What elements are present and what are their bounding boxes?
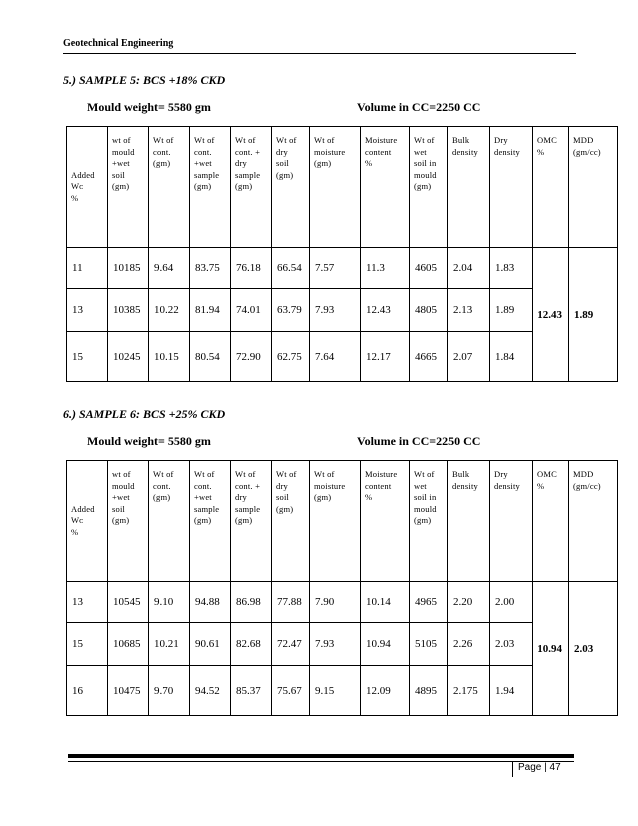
cell: 82.68: [231, 623, 272, 666]
mdd-value: 2.03: [569, 582, 618, 716]
cell: 2.04: [448, 248, 490, 289]
col-wt-mould: wt of mould +wet soil (gm): [108, 461, 149, 582]
cell: 66.54: [272, 248, 310, 289]
cell: 15: [67, 332, 108, 382]
col-wt-dry-soil: Wt of dry soil (gm): [272, 127, 310, 248]
cell: 12.43: [361, 289, 410, 332]
col-wt-dry-soil: Wt of dry soil (gm): [272, 461, 310, 582]
col-added-wc: Added Wᴄ %: [67, 461, 108, 582]
footer-rule-thick: [68, 754, 574, 758]
sample-6-volume: Volume in CC=2250 CC: [357, 434, 481, 448]
cell: 7.93: [310, 289, 361, 332]
table-header-row: [67, 461, 618, 582]
page-number: Page | 47: [518, 762, 561, 773]
cell: 81.94: [190, 289, 231, 332]
col-wt-cont: Wt of cont. (gm): [149, 461, 190, 582]
cell: 7.93: [310, 623, 361, 666]
col-wt-wet-soil: Wt of wet soil in mould (gm): [410, 461, 448, 582]
col-wt-cont-wet: Wt of cont. +wet sample (gm): [190, 461, 231, 582]
cell: 10245: [108, 332, 149, 382]
col-mdd: MDD (gm/cc): [569, 461, 618, 582]
cell: 74.01: [231, 289, 272, 332]
sample-5-volume: Volume in CC=2250 CC: [357, 100, 481, 114]
table-row: [67, 582, 618, 623]
document-header: Geotechnical Engineering: [63, 38, 174, 49]
col-wt-cont-wet: Wt of cont. +wet sample (gm): [190, 127, 231, 248]
cell: 4965: [410, 582, 448, 623]
cell: 16: [67, 666, 108, 716]
cell: 4665: [410, 332, 448, 382]
cell: 72.47: [272, 623, 310, 666]
cell: 10.14: [361, 582, 410, 623]
col-moisture-content: Moisture content %: [361, 127, 410, 248]
sample-6-table: [66, 460, 618, 716]
cell: 10475: [108, 666, 149, 716]
cell: 9.64: [149, 248, 190, 289]
cell: 76.18: [231, 248, 272, 289]
cell: 1.84: [490, 332, 533, 382]
footer-divider: [512, 761, 513, 777]
col-wt-moisture: Wt of moisture (gm): [310, 127, 361, 248]
cell: 10545: [108, 582, 149, 623]
cell: 2.26: [448, 623, 490, 666]
sample-5-title: 5.) SAMPLE 5: BCS +18% CKD: [63, 73, 226, 87]
cell: 1.94: [490, 666, 533, 716]
cell: 12.09: [361, 666, 410, 716]
table-row: [67, 248, 618, 289]
cell: 86.98: [231, 582, 272, 623]
col-wt-mould: wt of mould +wet soil (gm): [108, 127, 149, 248]
col-omc: OMC %: [533, 127, 569, 248]
cell: 7.57: [310, 248, 361, 289]
table-header-row: [67, 127, 618, 248]
col-wt-moisture: Wt of moisture (gm): [310, 461, 361, 582]
cell: 2.03: [490, 623, 533, 666]
col-dry-density: Dry density: [490, 127, 533, 248]
cell: 4805: [410, 289, 448, 332]
cell: 2.00: [490, 582, 533, 623]
cell: 9.70: [149, 666, 190, 716]
cell: 72.90: [231, 332, 272, 382]
cell: 7.64: [310, 332, 361, 382]
col-dry-density: Dry density: [490, 461, 533, 582]
header-rule: [63, 53, 576, 54]
cell: 11.3: [361, 248, 410, 289]
cell: 4605: [410, 248, 448, 289]
col-mdd: MDD (gm/cc): [569, 127, 618, 248]
sample-6-title: 6.) SAMPLE 6: BCS +25% CKD: [63, 407, 226, 421]
omc-value: 10.94: [533, 582, 569, 716]
cell: 12.17: [361, 332, 410, 382]
cell: 10685: [108, 623, 149, 666]
cell: 10.22: [149, 289, 190, 332]
cell: 2.07: [448, 332, 490, 382]
col-moisture-content: Moisture content %: [361, 461, 410, 582]
cell: 2.175: [448, 666, 490, 716]
cell: 80.54: [190, 332, 231, 382]
cell: 63.79: [272, 289, 310, 332]
sample-5-mould-weight: Mould weight= 5580 gm: [87, 100, 211, 114]
cell: 94.52: [190, 666, 231, 716]
sample-6-mould-weight: Mould weight= 5580 gm: [87, 434, 211, 448]
cell: 10185: [108, 248, 149, 289]
cell: 4895: [410, 666, 448, 716]
cell: 13: [67, 582, 108, 623]
cell: 85.37: [231, 666, 272, 716]
col-wt-wet-soil: Wt of wet soil in mould (gm): [410, 127, 448, 248]
footer-rule-thin: [68, 761, 574, 762]
cell: 9.15: [310, 666, 361, 716]
col-added-wc: Added Wᴄ %: [67, 127, 108, 248]
cell: 83.75: [190, 248, 231, 289]
sample-5-table: [66, 126, 618, 382]
cell: 13: [67, 289, 108, 332]
col-omc: OMC %: [533, 461, 569, 582]
col-bulk-density: Bulk density: [448, 461, 490, 582]
col-wt-cont: Wt of cont. (gm): [149, 127, 190, 248]
cell: 10.21: [149, 623, 190, 666]
cell: 75.67: [272, 666, 310, 716]
cell: 10.94: [361, 623, 410, 666]
cell: 2.20: [448, 582, 490, 623]
col-wt-cont-dry: Wt of cont. + dry sample (gm): [231, 461, 272, 582]
col-wt-cont-dry: Wt of cont. + dry sample (gm): [231, 127, 272, 248]
cell: 90.61: [190, 623, 231, 666]
cell: 10.15: [149, 332, 190, 382]
cell: 1.89: [490, 289, 533, 332]
omc-value: 12.43: [533, 248, 569, 382]
cell: 77.88: [272, 582, 310, 623]
cell: 62.75: [272, 332, 310, 382]
cell: 94.88: [190, 582, 231, 623]
cell: 2.13: [448, 289, 490, 332]
cell: 1.83: [490, 248, 533, 289]
cell: 11: [67, 248, 108, 289]
cell: 5105: [410, 623, 448, 666]
cell: 10385: [108, 289, 149, 332]
cell: 9.10: [149, 582, 190, 623]
cell: 7.90: [310, 582, 361, 623]
col-bulk-density: Bulk density: [448, 127, 490, 248]
mdd-value: 1.89: [569, 248, 618, 382]
cell: 15: [67, 623, 108, 666]
